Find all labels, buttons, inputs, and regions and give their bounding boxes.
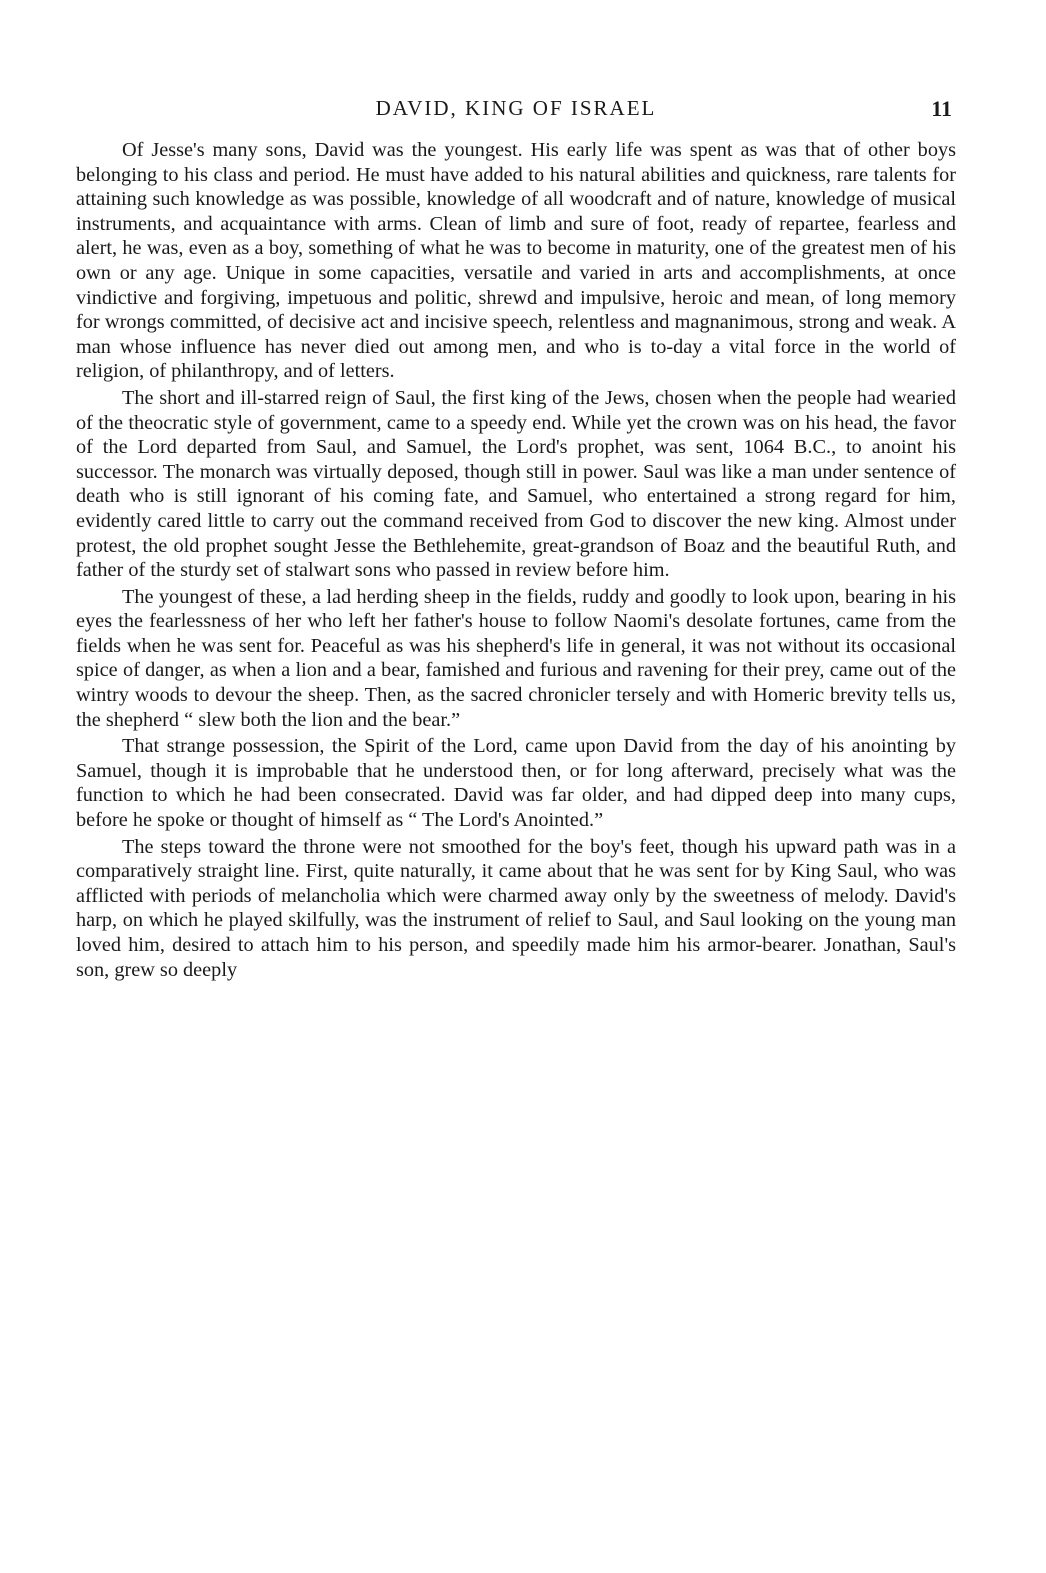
page-number: 11 — [931, 96, 952, 121]
paragraph: The steps toward the throne were not smoothed for the boy's feet, though his upward path was in a comparatively straight line. First, quite naturally, it came about that he was sent for by King Saul, who was afflicted with periods of melancholia which were charmed away only by the sweetness of melody. David's harp, on which he played skilfully, was the instrument of relief to Saul, and Saul looking on the young man loved him, desired to attach him to his person, and speedily made him his armor-bearer. Jonathan, Saul's son, grew so deeply — [76, 835, 956, 981]
book-page — [76, 96, 956, 984]
paragraph: The short and ill-starred reign of Saul, the first king of the Jews, chosen when the people had wearied of the theocratic style of government, came to a speedy end. While yet the crown was on his head, the favor of the Lord departed from Saul, and Samuel, the Lord's prophet, was sent, 1064 B.C., to anoint his successor. The monarch was virtually deposed, though still in power. Saul was like a man under sentence of death who is still ignorant of his coming fate, and Samuel, who entertained a strong regard for him, evidently cared little to carry out the command received from God to discover the new king. Almost under protest, the old prophet sought Jesse the Bethlehemite, great-grandson of Boaz and the beautiful Ruth, and father of the sturdy set of stalwart sons who passed in review before him. — [76, 386, 956, 582]
running-head: DAVID, KING OF ISRAEL — [375, 96, 657, 120]
paragraph: The youngest of these, a lad herding sheep in the fields, ruddy and goodly to look upon, bearing in his eyes the fearlessness of her who left her father's house to follow Naomi's desolate fortunes, came from the fields when he was sent for. Peaceful as was his shepherd's life in general, it was not without its occasional spice of danger, as when a lion and a bear, famished and furious and ravening for their prey, came out of the wintry woods to devour the sheep. Then, as the sacred chronicler tersely and with Homeric brevity tells us, the shepherd “ slew both the lion and the bear.” — [76, 585, 956, 731]
body-text — [76, 138, 956, 982]
paragraph: Of Jesse's many sons, David was the youngest. His early life was spent as was that of other boys belonging to his class and period. He must have added to his natural abilities and quickness, rare talents for attaining such knowledge as was possible, knowledge of all woodcraft and of nature, knowledge of musical instruments, and acquaintance with arms. Clean of limb and sure of foot, ready of repartee, fearless and alert, he was, even as a boy, something of what he was to become in maturity, one of the greatest men of his own or any age. Unique in some capacities, versatile and varied in arts and accomplishments, at once vindictive and forgiving, impetuous and politic, shrewd and impulsive, heroic and mean, of long memory for wrongs committed, of decisive act and incisive speech, relentless and magnanimous, strong and weak. A man whose influence has never died out among men, and who is to-day a vital force in the world of religion, of philanthropy, and of letters. — [76, 139, 956, 383]
page-header — [76, 96, 956, 130]
paragraph: That strange possession, the Spirit of the Lord, came upon David from the day of his anointing by Samuel, though it is improbable that he understood then, or for long afterward, precisely what was the function to which he had been consecrated. David was far older, and had dipped deep into many cups, before he spoke or thought of himself as “ The Lord's Anointed.” — [76, 735, 956, 832]
